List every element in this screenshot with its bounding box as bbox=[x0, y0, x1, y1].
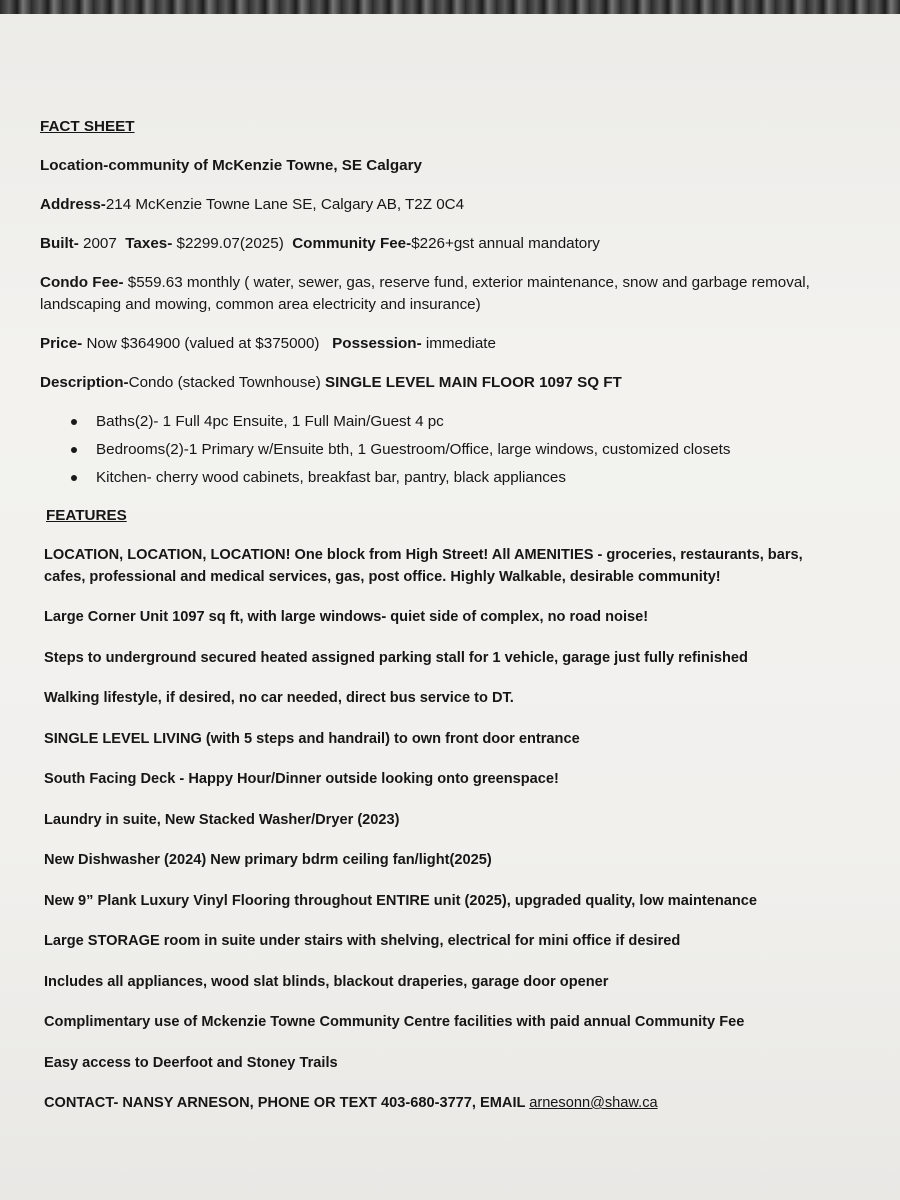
feature-location-line1: LOCATION, LOCATION, LOCATION! One block from High Street! All AMENITIES - groceries, restaurants, bars, bbox=[44, 547, 803, 563]
page-title: FACT SHEET bbox=[40, 118, 135, 135]
feature-item: South Facing Deck - Happy Hour/Dinner outside looking onto greenspace! bbox=[44, 771, 559, 787]
location-line: Location-community of McKenzie Towne, SE Calgary bbox=[40, 157, 422, 174]
feature-item: Walking lifestyle, if desired, no car needed, direct bus service to DT. bbox=[44, 690, 514, 706]
list-item bbox=[40, 467, 870, 489]
taxes-value: $2299.07(2025) bbox=[172, 235, 284, 252]
address-label: Address- bbox=[40, 196, 106, 213]
feature-item: New 9” Plank Luxury Vinyl Flooring throughout ENTIRE unit (2025), upgraded quality, low maintenance bbox=[44, 892, 758, 909]
photo-background-strip bbox=[0, 0, 900, 14]
contact-line bbox=[44, 1092, 870, 1114]
contact-text: CONTACT- NANSY ARNESON, PHONE OR TEXT 403-680-3777, EMAIL bbox=[44, 1095, 530, 1111]
list-item bbox=[40, 439, 870, 461]
features-heading: FEATURES bbox=[46, 507, 127, 524]
condo-fee-label: Condo Fee- bbox=[40, 274, 124, 291]
feature-item: New Dishwasher (2024) New primary bdrm ceiling fan/light(2025) bbox=[44, 852, 492, 868]
feature-item: SINGLE LEVEL LIVING (with 5 steps and handrail) to own front door entrance bbox=[44, 730, 580, 747]
address-value: 214 McKenzie Towne Lane SE, Calgary AB, T2Z 0C4 bbox=[105, 196, 465, 213]
condo-fee-line bbox=[40, 272, 840, 316]
feature-item: Laundry in suite, New Stacked Washer/Dryer (2023) bbox=[44, 811, 400, 828]
possession-value: immediate bbox=[421, 335, 496, 352]
possession-label: Possession- bbox=[332, 335, 422, 352]
built-value: 2007 bbox=[78, 235, 117, 252]
address-line bbox=[40, 194, 870, 216]
description-value: Condo (stacked Townhouse) bbox=[128, 374, 326, 391]
feature-item: Includes all appliances, wood slat blinds, blackout draperies, garage door opener bbox=[44, 973, 609, 990]
description-line bbox=[40, 372, 870, 394]
feature-item: Large Corner Unit 1097 sq ft, with large windows- quiet side of complex, no road noise! bbox=[44, 609, 649, 625]
description-label: Description- bbox=[40, 374, 129, 391]
description-emphasis: SINGLE LEVEL MAIN FLOOR 1097 SQ FT bbox=[325, 374, 622, 391]
bullet-text: Kitchen- cherry wood cabinets, breakfast bar, pantry, black appliances bbox=[96, 469, 566, 486]
community-fee-value: $226+gst annual mandatory bbox=[411, 235, 600, 252]
price-value: Now $364900 (valued at $375000) bbox=[82, 335, 320, 352]
feature-item: Easy access to Deerfoot and Stoney Trails bbox=[44, 1054, 338, 1071]
community-fee-label: Community Fee- bbox=[292, 235, 412, 252]
bullet-icon bbox=[71, 447, 77, 453]
feature-item: Complimentary use of Mckenzie Towne Community Centre facilities with paid annual Community Fee bbox=[44, 1014, 745, 1030]
taxes-label: Taxes- bbox=[125, 235, 173, 252]
condo-fee-value: $559.63 monthly ( water, sewer, gas, reserve fund, exterior maintenance, snow and garbage removal, landscaping and mowing, common area electricity and insurance) bbox=[40, 274, 810, 313]
list-item bbox=[40, 411, 870, 433]
feature-location-line2: cafes, professional and medical services, gas, post office. Highly Walkable, desirable community! bbox=[44, 569, 721, 585]
contact-email-link[interactable]: arnesonn@shaw.ca bbox=[529, 1095, 658, 1111]
bullet-icon bbox=[71, 475, 77, 481]
built-taxes-line bbox=[40, 233, 870, 255]
built-label: Built- bbox=[40, 235, 79, 252]
price-possession-line bbox=[40, 333, 870, 355]
feature-item: Steps to underground secured heated assigned parking stall for 1 vehicle, garage just fully refinished bbox=[44, 649, 748, 666]
bullet-text: Bedrooms(2)-1 Primary w/Ensuite bth, 1 Guestroom/Office, large windows, customized closets bbox=[96, 441, 731, 458]
room-bullet-list bbox=[40, 411, 870, 489]
bullet-icon bbox=[71, 419, 77, 425]
feature-location bbox=[44, 544, 870, 588]
price-label: Price- bbox=[40, 335, 83, 352]
bullet-text: Baths(2)- 1 Full 4pc Ensuite, 1 Full Main/Guest 4 pc bbox=[96, 413, 444, 430]
fact-sheet-content bbox=[40, 116, 870, 1133]
feature-item: Large STORAGE room in suite under stairs with shelving, electrical for mini office if desired bbox=[44, 933, 681, 949]
